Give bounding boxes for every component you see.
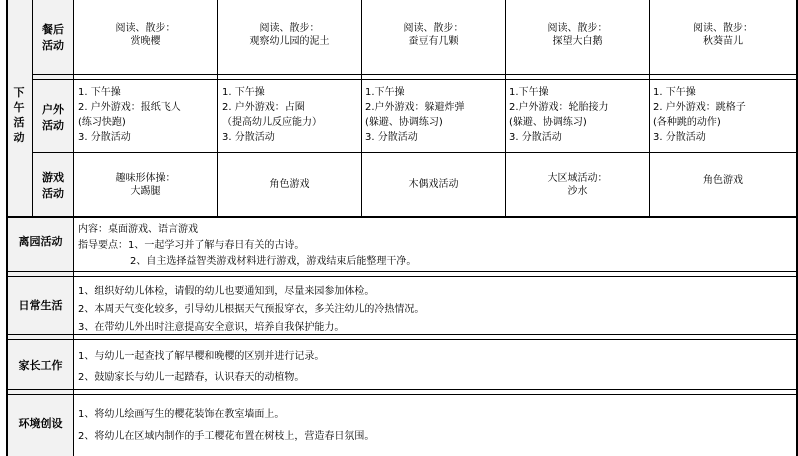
games-label: 游戏活动 bbox=[42, 171, 64, 200]
outdoor-mon: 1. 下午操 2. 户外游戏：报纸飞人 (练习快跑) 3. 分散活动 bbox=[78, 87, 181, 143]
after-meal-mon: 阅读、散步： 赏晚樱 bbox=[115, 23, 176, 47]
parents-content: 1、与幼儿一起查找了解早樱和晚樱的区别并进行记录。 2、鼓励家长与幼儿一起踏春，认识春天的动植物。 bbox=[78, 351, 325, 383]
environment-content: 1、将幼儿绘画写生的樱花装饰在教室墙面上。 2、将幼儿在区域内制作的手工樱花布置在树枝上，营造春日氛围。 bbox=[78, 409, 375, 442]
games-mon: 趣味形体操： 大踢腿 bbox=[115, 173, 176, 197]
after-meal-tue: 阅读、散步： 观察幼儿园的泥土 bbox=[249, 23, 330, 47]
outdoor-tue: 1. 下午操 2. 户外游戏：占圈 （提高幼儿反应能力） 3. 分散活动 bbox=[222, 87, 322, 143]
after-meal-label: 餐后活动 bbox=[42, 23, 64, 52]
games-tue: 角色游戏 bbox=[269, 179, 310, 190]
leave-label: 离园活动 bbox=[18, 235, 63, 248]
after-meal-fri: 阅读、散步： 秋葵苗儿 bbox=[693, 23, 753, 47]
parents-label: 家长工作 bbox=[18, 359, 63, 372]
games-fri: 角色游戏 bbox=[703, 175, 743, 186]
after-meal-wed: 阅读、散步： 蚕豆有几颗 bbox=[403, 23, 464, 47]
outdoor-thu: 1.下午操 2.户外游戏：轮胎接力 (躲避、协调练习) 3. 分散活动 bbox=[509, 87, 609, 143]
daily-content: 1、组织好幼儿体检，请假的幼儿也要通知到，尽量来园参加体检。 2、本周天气变化较多，引导幼儿根据天气预报穿衣，多关注幼儿的冷热情况。 3、在带幼儿外出时注意提高安全意识，培养自我保护能力。 bbox=[78, 286, 425, 333]
games-thu: 大区域活动： 沙水 bbox=[547, 173, 608, 197]
leave-content: 内容：桌面游戏、语言游戏 指导要点：1、一起学习并了解与春日有关的古诗。 2、自主选择益智类游戏材料进行游戏，游戏结束后能整理干净。 bbox=[78, 224, 417, 267]
outdoor-wed: 1.下午操 2.户外游戏：躲避炸弹 (躲避、协调练习) 3. 分散活动 bbox=[365, 87, 465, 143]
afternoon-section-label: 下午活动 bbox=[13, 86, 25, 144]
daily-label: 日常生活 bbox=[18, 299, 63, 312]
outdoor-label: 户外活动 bbox=[42, 103, 64, 132]
outdoor-fri: 1. 下午操 2. 户外游戏：跳格子 (各种跳的动作) 3. 分散活动 bbox=[653, 87, 746, 143]
games-wed: 木偶戏活动 bbox=[408, 179, 459, 190]
environment-label: 环境创设 bbox=[18, 417, 63, 430]
after-meal-thu: 阅读、散步： 探望大白鹅 bbox=[547, 23, 608, 47]
